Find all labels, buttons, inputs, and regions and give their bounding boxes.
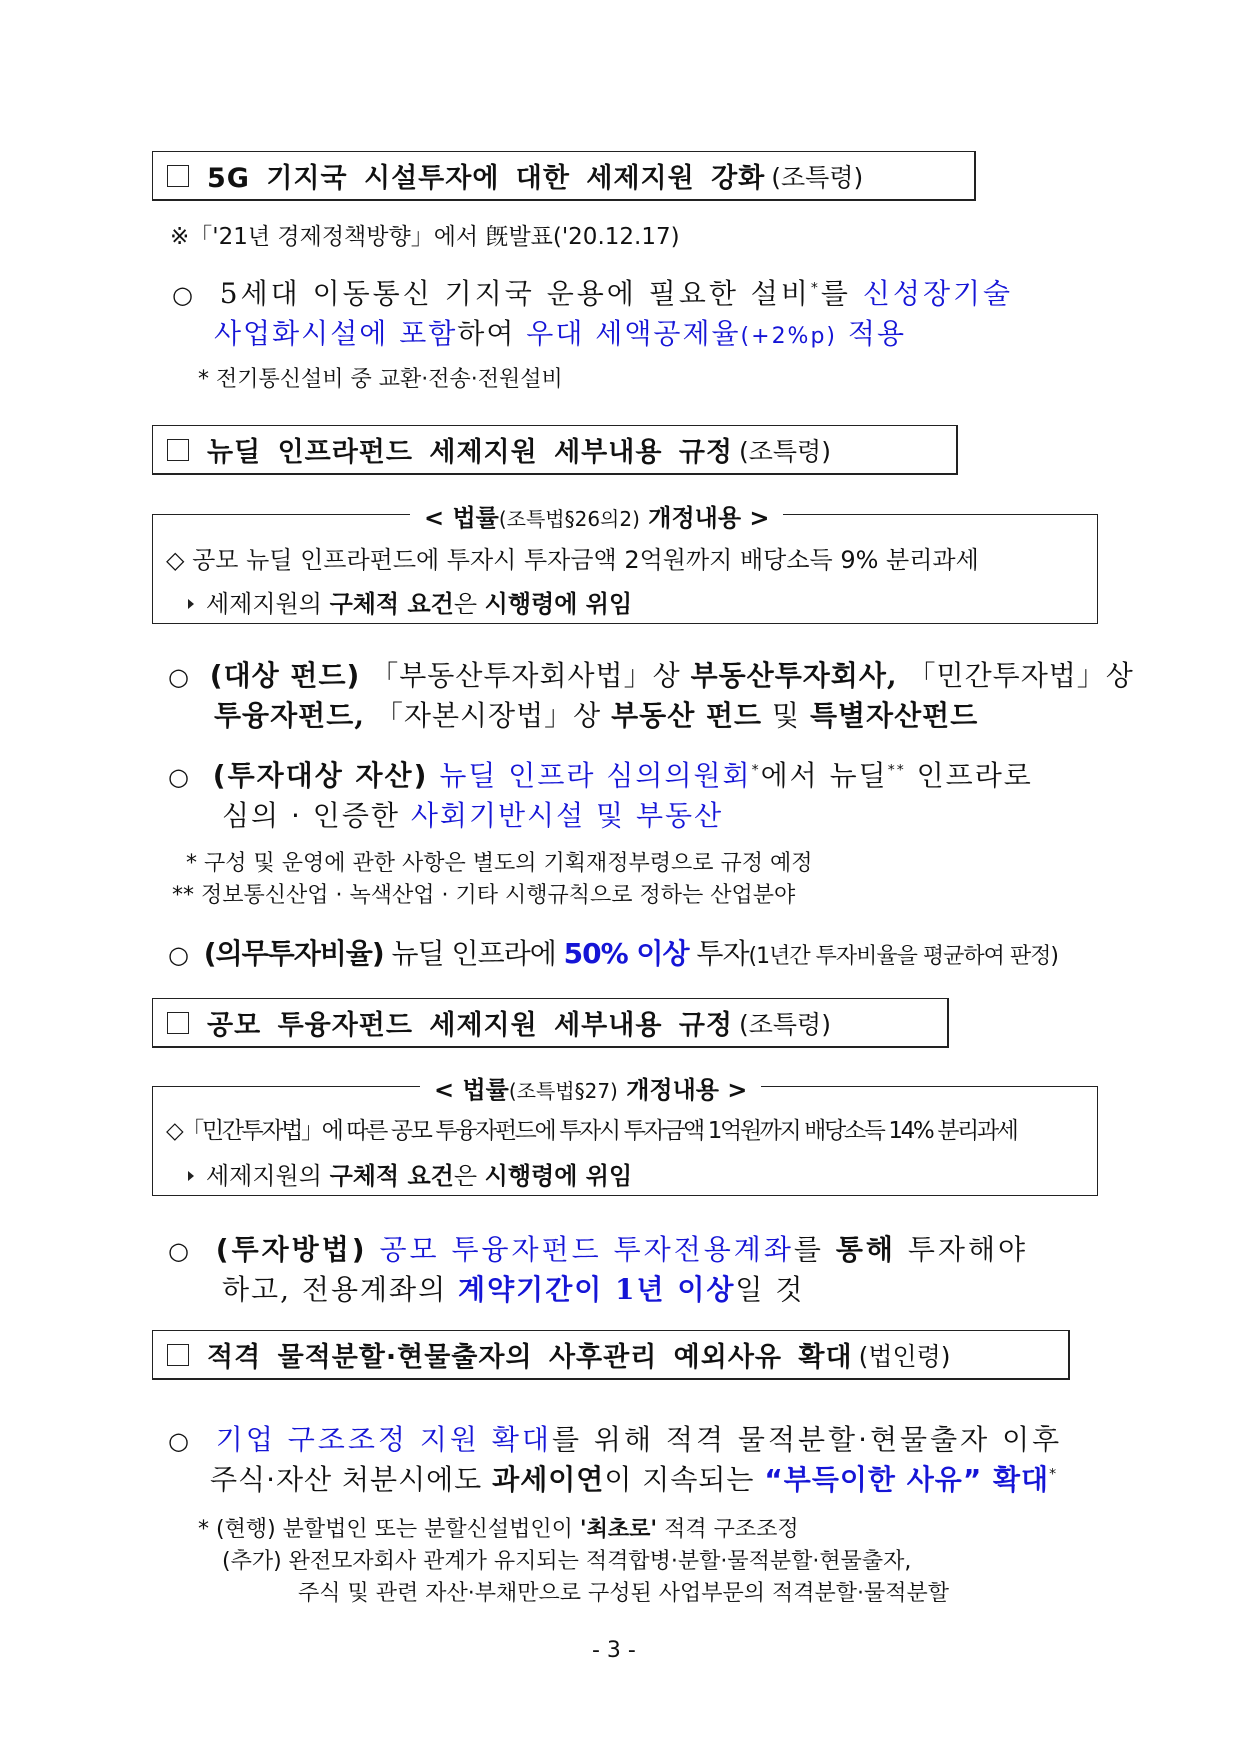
section-suffix: (법인령) [858,1341,951,1371]
section-header-split [152,1330,1070,1380]
law-box-line: ◇「민간투자법」에 따른 공모 투융자펀드에 투자시 투자금액 1억원까지 배당소득 14% 분리과세 [166,1118,1017,1144]
section-title: 공모 투융자펀드 세제지원 세부내용 규정 [207,1010,733,1041]
list-item-cont: 사업화시설에 포함하여 우대 세액공제율(+2%p) 적용 [214,317,907,350]
list-item: ○ 기업 구조조정 지원 확대를 위해 적격 물적분할·현물출자 이후 [168,1423,1063,1456]
list-item-cont: 심의 · 인증한 사회기반시설 및 부동산 [222,799,724,832]
list-item: ○ (대상 펀드) 「부동산투자회사법」상 부동산투자회사, 「민간투자법」상 [168,659,1134,692]
law-box-line: 세제지원의 구체적 요건은 시행령에 위임 [166,1156,632,1191]
law-box-line: ◇ 공모 뉴딜 인프라펀드에 투자시 투자금액 2억원까지 배당소득 9% 분리과세 [166,546,979,574]
list-item: ○ 5세대 이동통신 기지국 운용에 필요한 설비*를 신성장기술 [172,277,1014,310]
footnote: * (현행) 분할법인 또는 분할신설법인이 '최초로' 적격 구조조정 [198,1517,799,1542]
section-suffix: (조특령) [739,1009,831,1039]
law-box-line: 세제지원의 구체적 요건은 시행령에 위임 [166,584,632,619]
list-item: ○ (의무투자비율) 뉴딜 인프라에 50% 이상 투자(1년간 투자비율을 평균하여 판정) [168,937,1058,970]
checkbox-icon [167,165,189,187]
triangle-icon [188,1171,194,1181]
section-title: 뉴딜 인프라펀드 세제지원 세부내용 규정 [207,437,733,468]
section-header-5g [152,151,976,201]
list-item: ○ (투자방법) 공모 투융자펀드 투자전용계좌를 통해 투자해야 [168,1233,1029,1266]
footnote: 주식 및 관련 자산·부채만으로 구성된 사업부문의 적격분할·물적분할 [298,1581,950,1606]
list-item: ○ (투자대상 자산) 뉴딜 인프라 심의의원회*에서 뉴딜** 인프라로 [168,759,1033,792]
list-item-cont: 투융자펀드, 「자본시장법」상 부동산 펀드 및 특별자산펀드 [214,699,979,732]
checkbox-icon [167,439,189,461]
list-item-cont: 주식·자산 처분시에도 과세이연이 지속되는 “부득이한 사유” 확대* [210,1463,1058,1496]
footnote: * 전기통신설비 중 교환·전송·전원설비 [198,367,563,392]
section-header-fund [152,998,949,1048]
page-number: - 3 - [592,1638,636,1663]
section-suffix: (조특령) [739,436,831,466]
section-header-newdeal [152,425,958,475]
checkbox-icon [167,1012,189,1034]
footnote: (추가) 완전모자회사 관계가 유지되는 적격합병·분할·물적분할·현물출자, [222,1549,912,1574]
section-suffix: (조특령) [771,162,864,192]
footnote: ** 정보통신산업 · 녹색산업 · 기타 시행규칙으로 정하는 산업분야 [172,883,796,908]
section-title: 적격 물적분할·현물출자의 사후관리 예외사유 확대 [207,1342,853,1373]
footnote: * 구성 및 운영에 관한 사항은 별도의 기획재정부령으로 규정 예정 [186,851,813,876]
triangle-icon [188,599,194,609]
law-box-title: < 법률(조특법§27) 개정내용 > [420,1070,761,1105]
list-item-cont: 하고, 전용계좌의 계약기간이 1년 이상일 것 [222,1273,805,1306]
law-box-title: < 법률(조특법§26의2) 개정내용 > [410,498,783,533]
checkbox-icon [167,1344,189,1366]
announcement-note: ※「'21년 경제정책방향」에서 旣발표('20.12.17) [170,224,680,250]
section-title: 5G 기지국 시설투자에 대한 세제지원 강화 [207,163,766,194]
